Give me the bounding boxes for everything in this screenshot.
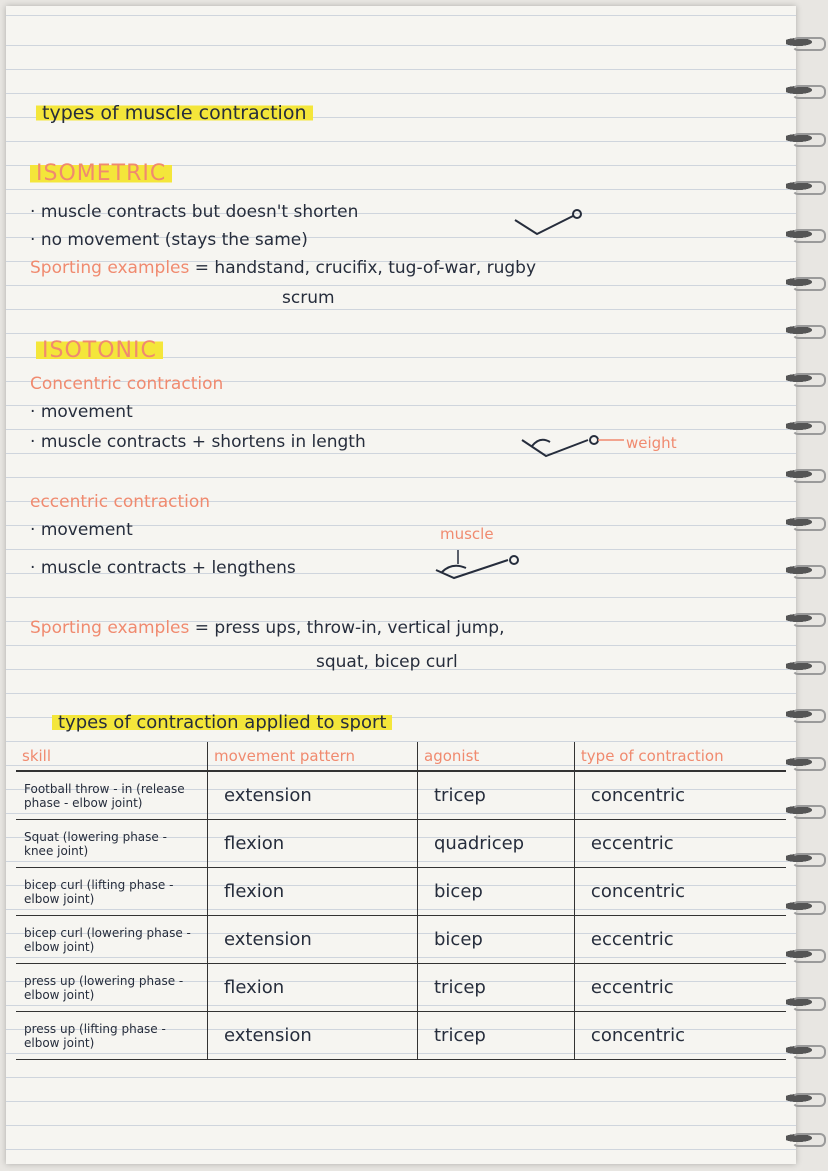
agonist-cell: tricep: [418, 771, 575, 820]
skill-cell: Squat (lowering phase - knee joint): [16, 820, 208, 868]
eccentric-arm-sketch: [432, 546, 532, 582]
table-row: [16, 964, 786, 1012]
type-cell: concentric: [574, 771, 786, 820]
table-row: [16, 916, 786, 964]
contraction-table-wrapper: [16, 742, 786, 1060]
table-title: types of contraction applied to sport: [52, 712, 392, 733]
contraction-table: [16, 742, 786, 1060]
agonist-cell: quadricep: [418, 820, 575, 868]
table-row: [16, 820, 786, 868]
agonist-cell: tricep: [418, 1012, 575, 1060]
agonist-cell: bicep: [418, 916, 575, 964]
isotonic-sporting-text: = press ups, throw-in, vertical jump,: [194, 618, 505, 638]
table-header-row: [16, 742, 786, 771]
type-cell: eccentric: [574, 916, 786, 964]
movement-cell: flexion: [208, 964, 418, 1012]
concentric-bullet: · muscle contracts + shortens in length: [30, 432, 366, 452]
isotonic-title: ISOTONIC: [36, 338, 163, 363]
skill-cell: bicep curl (lowering phase - elbow joint): [16, 916, 208, 964]
movement-cell: flexion: [208, 820, 418, 868]
concentric-bullet: · movement: [30, 402, 133, 422]
header-type-of-contraction: type of contraction: [574, 742, 786, 771]
movement-cell: extension: [208, 916, 418, 964]
skill-cell: bicep curl (lifting phase - elbow joint): [16, 868, 208, 916]
agonist-cell: bicep: [418, 868, 575, 916]
type-cell: concentric: [574, 1012, 786, 1060]
skill-cell: Football throw - in (release phase - elbow joint): [16, 771, 208, 820]
weight-label: weight: [626, 434, 677, 452]
isometric-bullet: · muscle contracts but doesn't shorten: [30, 202, 359, 222]
eccentric-label: eccentric contraction: [30, 492, 211, 512]
eccentric-bullet: · movement: [30, 520, 133, 540]
movement-cell: extension: [208, 1012, 418, 1060]
isometric-sporting-text-2: scrum: [282, 288, 335, 308]
isometric-title: ISOMETRIC: [30, 161, 172, 186]
muscle-label: muscle: [440, 525, 494, 543]
isotonic-sporting-text-2: squat, bicep curl: [316, 652, 458, 672]
skill-cell: press up (lifting phase - elbow joint): [16, 1012, 208, 1060]
isometric-bullet: · no movement (stays the same): [30, 230, 308, 250]
type-cell: concentric: [574, 868, 786, 916]
isometric-sporting-text: = handstand, crucifix, tug-of-war, rugby: [194, 258, 537, 278]
notebook-page: [6, 6, 796, 1164]
concentric-label: Concentric contraction: [30, 374, 224, 394]
table-row: [16, 868, 786, 916]
isometric-arm-sketch: [511, 206, 591, 240]
table-row: [16, 1012, 786, 1060]
concentric-arm-sketch: [518, 428, 628, 462]
table-row: [16, 771, 786, 820]
isometric-sporting-label: Sporting examples: [30, 258, 190, 278]
header-skill: skill: [16, 742, 208, 771]
type-cell: eccentric: [574, 820, 786, 868]
type-cell: eccentric: [574, 964, 786, 1012]
isotonic-sporting-label: Sporting examples: [30, 618, 190, 638]
page-heading: types of muscle contraction: [36, 102, 313, 124]
skill-cell: press up (lowering phase - elbow joint): [16, 964, 208, 1012]
movement-cell: extension: [208, 771, 418, 820]
agonist-cell: tricep: [418, 964, 575, 1012]
movement-cell: flexion: [208, 868, 418, 916]
header-movement-pattern: movement pattern: [208, 742, 418, 771]
eccentric-bullet: · muscle contracts + lengthens: [30, 558, 296, 578]
header-agonist: agonist: [418, 742, 575, 771]
